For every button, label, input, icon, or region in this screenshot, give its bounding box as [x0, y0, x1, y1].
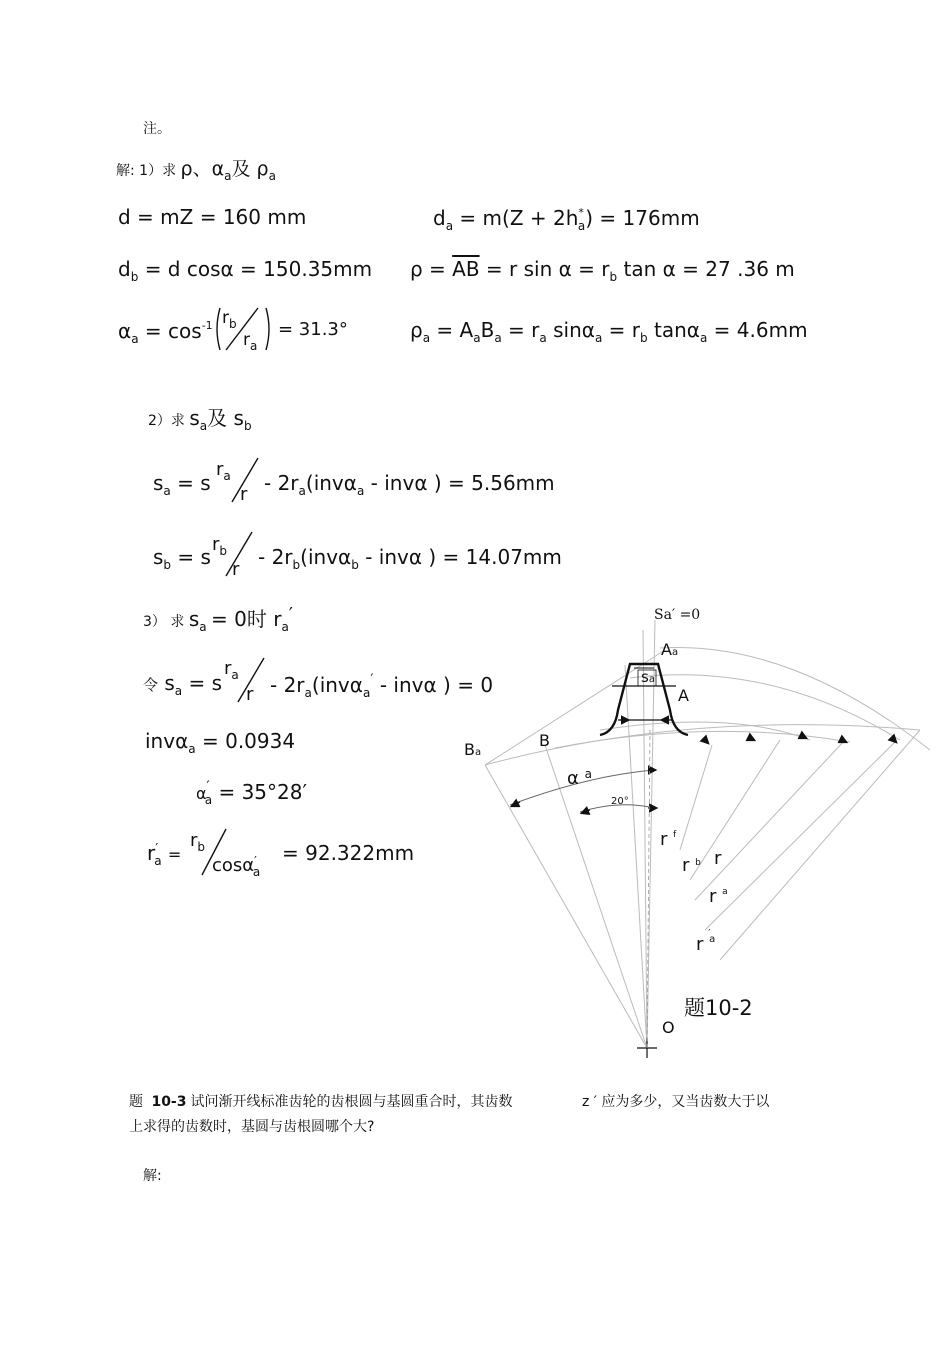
eq-rho-sub: b — [609, 270, 618, 284]
eq-rho-a-b: B — [480, 318, 495, 342]
eq-da-sub: a — [445, 219, 454, 233]
eq-sa-lhs — [153, 473, 211, 497]
eq-ra-num-r: r — [190, 830, 198, 851]
eq-let-num — [224, 660, 239, 681]
eq-sa-rest-text: - 2r — [264, 471, 299, 495]
problem-label: 题 — [129, 1094, 143, 1110]
eq-alpha-prime-a: α — [196, 784, 207, 803]
eq-rho-a-sub: a — [422, 331, 431, 345]
fig-alpha-a-sub: a — [584, 767, 592, 781]
eq-alpha-a-num-sub: b — [229, 317, 237, 331]
fig-sa-sub: a — [648, 674, 655, 685]
eq-sb-inv-sub: b — [351, 558, 359, 572]
step1-items: ρ、α — [180, 158, 225, 180]
eq-alpha-a-num — [222, 310, 237, 330]
step2-mid: 及 s — [207, 406, 244, 430]
eq-alpha-prime-sub: a — [204, 793, 213, 807]
eq-sa-den: r — [240, 484, 248, 505]
step3-s: s — [188, 607, 200, 631]
eq-ra-num-sub: b — [197, 840, 206, 854]
eq-let-num-sub: a — [231, 668, 239, 682]
eq-let-end: - invα ) = 0 — [379, 673, 494, 697]
eq-rho-end: tan α = 27 .36 m — [617, 257, 795, 281]
solution-label-2: 解: — [143, 1168, 162, 1184]
eq-sa-sub: a — [163, 484, 171, 498]
eq-sb-rest-text: - 2r — [258, 545, 293, 569]
eq-ra-r: r — [147, 841, 156, 865]
step1-line — [116, 160, 276, 182]
eq-alpha-a-num-r: r — [222, 308, 229, 328]
eq-rho-a-rb: = r — [602, 318, 640, 342]
eq-rho-rest: = r sin α = r — [479, 257, 610, 281]
fig-Ba-sub: a — [474, 747, 482, 758]
eq-inv — [145, 731, 295, 755]
eq-da-rhs: = m(Z + 2h — [459, 206, 579, 230]
eq-let-inv-sub: a — [362, 686, 371, 700]
eq-sb-eq: = s — [177, 545, 211, 569]
step1-sub: a — [224, 169, 232, 183]
eq-rho-a-sin: sinα — [546, 318, 595, 342]
eq-let-sub: a — [174, 684, 183, 698]
eq-rho-a-tan: tanα — [647, 318, 700, 342]
note-text: 注。 — [143, 121, 171, 137]
eq-rho-ab: $\overline{AB}$ — [452, 257, 480, 281]
eq-sb-rest — [258, 547, 562, 571]
eq-alpha-a-val: = 31.3° — [278, 319, 348, 340]
eq-rho — [410, 259, 795, 283]
fig-label-Ba — [464, 742, 481, 758]
eq-db-rhs: = d cosα = 150.35mm — [144, 257, 373, 281]
eq-alpha-a — [118, 320, 213, 345]
problem-text1: 试问渐开线标准齿轮的齿根圆与基圆重合时，其齿数 — [190, 1094, 513, 1110]
problem-z: z ′ 应为多少，又当齿数大于以 — [582, 1094, 770, 1110]
eq-inv-text: invα — [145, 729, 189, 753]
eq-ra-val: = 92.322mm — [282, 841, 415, 865]
eq-inv-val: = 0.0934 — [201, 729, 296, 753]
step2-prefix: 2）求 — [148, 413, 185, 429]
eq-alpha-a-inv: -1 — [201, 319, 213, 332]
eq-sa-eq: = s — [177, 471, 211, 495]
step3-prefix: 3） 求 — [143, 614, 185, 630]
fig-label-sa — [641, 670, 655, 685]
fig-label-ra-prime — [696, 928, 716, 955]
fig-label-ra — [709, 888, 728, 906]
eq-alpha-a-den — [243, 332, 257, 352]
eq-alpha-prime-mark: ′ — [206, 779, 210, 795]
eq-ra-prime: ′ — [155, 842, 159, 857]
eq-rho-a-sin-sub: a — [594, 331, 603, 345]
eq-alpha-a-den-sub: a — [250, 339, 258, 353]
eq-sa-inv: (invα — [305, 471, 357, 495]
eq-rho-a-rb-sub: b — [640, 331, 648, 345]
step3-sub2: a — [281, 620, 289, 634]
eq-alpha-prime — [196, 780, 307, 806]
eq-let-num-r: r — [224, 658, 232, 679]
step2-sub-a: a — [199, 419, 208, 433]
eq-let-rest-text: - 2r — [270, 673, 305, 697]
eq-rho-a-lhs: ρ — [410, 318, 423, 342]
fig-ra-sub: a — [722, 887, 728, 897]
eq-da-lhs: d — [433, 206, 446, 230]
eq-sa-num-sub: a — [223, 469, 231, 483]
eq-ra-eq: = — [167, 845, 182, 864]
eq-ra-den-cos: cosα — [212, 855, 255, 876]
problem-line2: 上求得的齿数时，基圆与齿根圆哪个大? — [129, 1119, 375, 1135]
problem-num: 10-3 — [151, 1094, 187, 1110]
eq-let-prime: ′ — [370, 672, 374, 688]
fig-label-alpha-a — [567, 768, 592, 788]
fig-label-A: A — [678, 686, 689, 705]
fig-rf-sub: f — [673, 830, 677, 840]
eq-db — [118, 259, 372, 283]
fig-label-O: O — [662, 1018, 675, 1037]
fig-Ba-B: B — [464, 740, 475, 759]
fig-sa-zero: Sa′ =0 — [654, 607, 701, 623]
problem-line1 — [129, 1095, 513, 1109]
fig-label-rb — [682, 857, 701, 875]
eq-let-word: 令 — [143, 676, 159, 694]
eq-let-rest-sub: a — [304, 686, 312, 700]
eq-let-lhs — [143, 673, 222, 697]
eq-da-sub2: a — [577, 219, 586, 233]
step3-mid: = 0时 r — [211, 607, 282, 631]
eq-sa-rest-sub: a — [298, 484, 306, 498]
fig-Aa-A: A — [661, 640, 672, 659]
step1-prefix: 1）求 — [139, 163, 177, 179]
eq-alpha-a-sub: a — [131, 332, 139, 346]
fig-label-20: 20° — [611, 796, 629, 807]
fig-ra-prime-sub: a — [709, 934, 716, 945]
eq-inv-sub: a — [188, 742, 196, 756]
fig-alpha-a-sym: α — [567, 768, 579, 789]
step2-line — [148, 408, 252, 432]
eq-ra-den-prime: ′ — [254, 854, 257, 868]
eq-rho-a-tail-sub: a — [539, 331, 547, 345]
eq-sb-num — [212, 536, 227, 557]
eq-let-den: r — [246, 684, 254, 705]
step3-prime: ′ — [288, 604, 293, 625]
fig-ra-prime-r: r — [696, 934, 704, 955]
eq-rho-a-val: = 4.6mm — [707, 318, 808, 342]
eq-rho-a-sub3: a — [494, 331, 502, 345]
eq-let-inv: (invα — [311, 673, 363, 697]
step3-line — [143, 606, 293, 633]
eq-sa-s: s — [153, 471, 164, 495]
eq-rho-a — [410, 320, 808, 344]
fig-rf-r: r — [660, 829, 668, 850]
fig-ra-prime-mark: ′ — [708, 928, 711, 939]
eq-da-star: * — [578, 206, 584, 219]
eq-sb-inv: (invα — [300, 545, 352, 569]
eq-db-sub: b — [130, 270, 139, 284]
eq-sb-num-r: r — [212, 534, 220, 555]
eq-sa-num-r: r — [216, 459, 224, 480]
eq-sa-end: - invα ) = 5.56mm — [370, 471, 555, 495]
fig-caption: 题10-2 — [684, 996, 753, 1020]
eq-db-lhs: d — [118, 257, 131, 281]
eq-rho-lhs: ρ = — [410, 257, 453, 281]
eq-sb-sub: b — [163, 558, 172, 572]
fig-ra-r: r — [709, 886, 717, 907]
eq-ra-den-sub: a — [252, 865, 261, 879]
eq-let-s: s — [164, 671, 175, 695]
eq-ra-den — [212, 855, 260, 878]
eq-d: d = mZ = 160 mm — [118, 205, 307, 229]
eq-sb-s: s — [153, 545, 164, 569]
eq-alpha-a-cos: = cos — [144, 319, 202, 343]
step2-sub-b: b — [243, 419, 252, 433]
fig-label-r: r — [714, 848, 722, 869]
step3-sub: a — [199, 620, 207, 634]
step1-mid: 及 ρ — [231, 158, 269, 180]
fig-label-Aa — [661, 642, 678, 658]
fig-sa-s: s — [641, 668, 649, 686]
eq-alpha-prime-val: = 35°28′ — [218, 780, 308, 804]
eq-alpha-a-lhs: α — [118, 319, 132, 343]
eq-sa-num — [216, 461, 231, 482]
eq-sb-end: - invα ) = 14.07mm — [365, 545, 562, 569]
fig-rb-r: r — [682, 855, 690, 876]
eq-da — [433, 207, 700, 232]
eq-alpha-a-den-r: r — [243, 330, 250, 350]
eq-sa-rest — [264, 473, 555, 497]
eq-rho-a-tan-sub: a — [699, 331, 708, 345]
eq-ra-sub: a — [154, 854, 162, 868]
eq-ra-num — [190, 832, 205, 853]
eq-sb-den: r — [232, 559, 240, 580]
fig-Aa-sub: a — [671, 647, 679, 658]
eq-sa-inv-sub: a — [356, 484, 365, 498]
eq-sb-lhs — [153, 547, 211, 571]
step2-s: s — [189, 406, 200, 430]
fig-label-rf — [660, 831, 676, 849]
eq-rho-a-rest: = A — [436, 318, 474, 342]
eq-da-end: ) = 176mm — [585, 206, 700, 230]
eq-ra-lhs — [147, 843, 181, 867]
eq-rho-a-tail: = r — [508, 318, 540, 342]
fig-label-B: B — [539, 731, 550, 750]
solution-label: 解: — [116, 163, 135, 179]
step1-sub2: a — [268, 169, 276, 183]
eq-sb-num-sub: b — [219, 544, 228, 558]
eq-rho-a-sub2: a — [473, 331, 481, 345]
eq-let-eq: = s — [188, 671, 223, 695]
eq-sb-rest-sub: b — [292, 558, 301, 572]
fig-rb-sub: b — [695, 858, 701, 868]
